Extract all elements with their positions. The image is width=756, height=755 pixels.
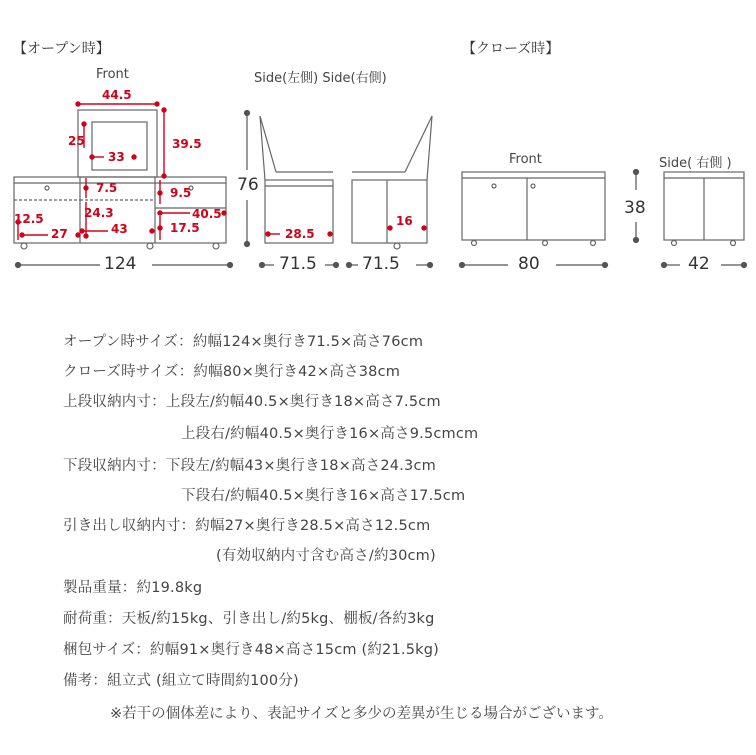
depth-open-left-label: 71.5 bbox=[279, 254, 317, 274]
spec-load: 耐荷重：天板/約15kg、引き出し/約5kg、棚板/各約3kg bbox=[63, 611, 435, 627]
open-side-right-body bbox=[352, 180, 427, 243]
open-front-label: Front bbox=[96, 67, 129, 82]
mirror-height-label: 25 bbox=[68, 134, 85, 148]
open-section-header: 【オープン時】 bbox=[13, 41, 110, 57]
mirror-total-label: 39.5 bbox=[172, 137, 202, 151]
spec-drawer-effective: (有効収納内寸含む高さ/約30cm) bbox=[216, 548, 436, 564]
upper-right-width-label: 40.5 bbox=[192, 207, 222, 221]
spec-weight: 製品重量：約19.8kg bbox=[63, 580, 203, 596]
close-front-label: Front bbox=[509, 152, 542, 167]
lower-left-width-label: 43 bbox=[111, 222, 128, 236]
upper-left-height-label: 7.5 bbox=[96, 181, 118, 195]
spec-lower-right: 下段右/約幅40.5×奥行き16×高さ17.5cm bbox=[181, 488, 466, 504]
spec-upper-left: 上段収納内寸：上段左/約幅40.5×奥行き18×高さ7.5cm bbox=[63, 394, 441, 410]
close-section-header: 【クローズ時】 bbox=[462, 41, 560, 57]
close-front-body bbox=[462, 172, 605, 240]
width-open-label: 124 bbox=[104, 254, 137, 274]
depth-close-label: 42 bbox=[688, 254, 710, 274]
upper-right-height-label: 9.5 bbox=[170, 186, 192, 200]
open-front-mirror bbox=[78, 110, 157, 177]
depth-open-right-label: 71.5 bbox=[362, 254, 400, 274]
mirror-width-label: 44.5 bbox=[102, 88, 132, 102]
drawer-width-label: 27 bbox=[51, 227, 68, 241]
spec-upper-right: 上段右/約幅40.5×奥行き16×高さ9.5cmcm bbox=[181, 426, 479, 442]
spec-lower-left: 下段収納内寸：下段左/約幅43×奥行き18×高さ24.3cm bbox=[63, 458, 436, 474]
width-close-label: 80 bbox=[518, 254, 540, 274]
height-open-label: 76 bbox=[237, 175, 259, 195]
spec-close-size: クローズ時サイズ：約幅80×奥行き42×高さ38cm bbox=[63, 364, 401, 380]
lower-left-height-label: 24.3 bbox=[84, 206, 114, 220]
drawer-height-label: 12.5 bbox=[14, 212, 44, 226]
lower-right-height-label: 17.5 bbox=[170, 221, 200, 235]
side-left-depth-label: 28.5 bbox=[285, 227, 315, 241]
spec-package: 梱包サイズ：約幅91×奥行き48×高さ15cm (約21.5kg) bbox=[63, 642, 439, 658]
height-close-label: 38 bbox=[624, 198, 646, 218]
side-right-depth-label: 16 bbox=[396, 214, 413, 228]
disclaimer-note: ※若干の個体差により、表記サイズと多少の差異が生じる場合がございます。 bbox=[110, 706, 613, 722]
close-side-label: Side( 右側 ) bbox=[659, 156, 732, 171]
spec-drawer: 引き出し収納内寸：約幅27×奥行き28.5×高さ12.5cm bbox=[63, 518, 431, 534]
mirror-inner-label: 33 bbox=[108, 150, 125, 164]
open-side-label: Side(左側) Side(右側) bbox=[254, 71, 387, 86]
spec-remarks: 備考：組立式 (組立て時間約100分) bbox=[63, 673, 299, 689]
spec-open-size: オープン時サイズ：約幅124×奥行き71.5×高さ76cm bbox=[63, 334, 424, 350]
